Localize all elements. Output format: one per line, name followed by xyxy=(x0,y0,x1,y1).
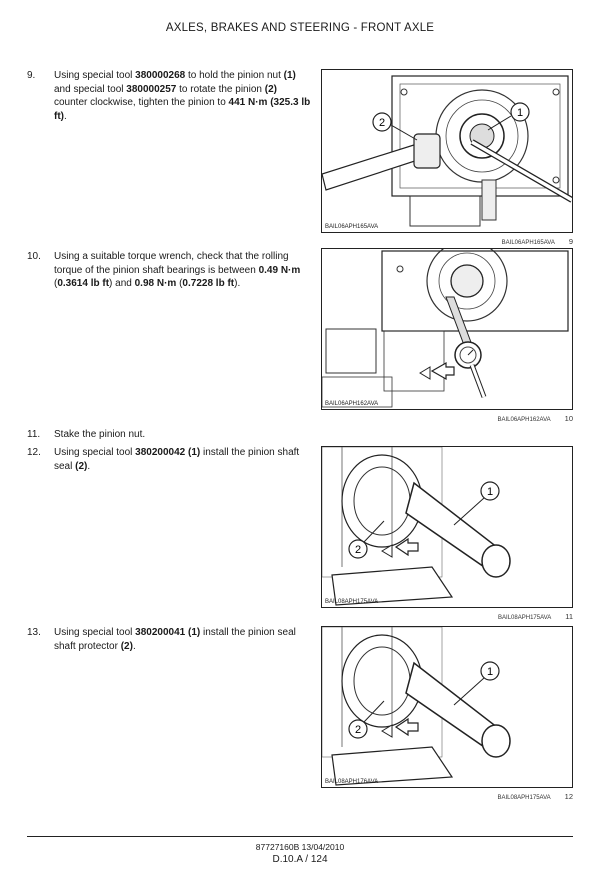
figure-number: 12 xyxy=(564,792,573,801)
caption-code: BAIL06APH162AVA xyxy=(497,417,551,423)
image-code: BAIL06APH165AVA xyxy=(325,224,379,230)
bold-value: 0.98 N·m xyxy=(134,278,177,289)
step-9 xyxy=(27,69,312,123)
text-run: ( xyxy=(54,278,58,289)
step-text xyxy=(54,626,312,653)
callout-2: 2 xyxy=(378,117,386,129)
step-12 xyxy=(27,446,312,473)
text-run: install the pinion seal shaft protector xyxy=(54,627,296,652)
callout-2: 2 xyxy=(354,544,362,556)
bold-value: 380200042 xyxy=(135,447,186,458)
figure-12 xyxy=(321,626,573,801)
bold-value: 380000257 xyxy=(126,83,177,95)
caption-code: BAIL08APH175AVA xyxy=(497,795,551,801)
text-run: and special tool xyxy=(54,83,127,95)
bold-value: 0.49 N·m xyxy=(258,264,301,276)
seal-protector-install-illustration xyxy=(322,627,572,787)
footer-page-number: D.10.A / 124 xyxy=(272,854,328,865)
bold-value: (1) xyxy=(188,447,201,458)
step-number: 13. xyxy=(27,627,41,638)
figure-image xyxy=(321,446,573,608)
text-run: ( xyxy=(176,278,183,289)
text-run: to hold the pinion nut xyxy=(185,70,284,81)
page-title: AXLES, BRAKES AND STEERING - FRONT AXLE xyxy=(165,22,435,34)
step-text xyxy=(54,69,312,123)
pinion-seal-install-illustration xyxy=(322,447,572,607)
step-13 xyxy=(27,626,312,653)
text-run: Stake the pinion nut. xyxy=(54,429,146,440)
text-run: ). xyxy=(234,278,241,289)
bold-value: 0.3614 lb ft xyxy=(57,278,110,289)
bold-value: 380000268 xyxy=(135,70,186,81)
text-run: ) and xyxy=(109,278,135,289)
callout-1: 1 xyxy=(516,107,524,119)
text-run: . xyxy=(87,460,91,472)
step-11 xyxy=(27,428,312,442)
figure-image xyxy=(321,248,573,410)
text-run: to rotate the pinion xyxy=(176,83,265,95)
caption-code: BAIL08APH175AVA xyxy=(498,615,552,621)
figure-image xyxy=(321,69,573,233)
bold-value: (1) xyxy=(188,627,201,638)
figure-number: 11 xyxy=(565,612,573,621)
text-run: Using a suitable torque wrench, check that the rolling torque of the pinion shaft bearings is between xyxy=(54,251,289,276)
figure-caption xyxy=(321,792,573,801)
step-text xyxy=(54,428,312,442)
text-run: install the pinion shaft seal xyxy=(54,447,300,472)
step-number: 10. xyxy=(27,251,41,262)
figure-caption xyxy=(321,414,573,423)
figure-number: 10 xyxy=(564,414,573,423)
callout-1: 1 xyxy=(486,666,494,678)
text-run: counter clockwise, tighten the pinion to xyxy=(54,97,229,108)
step-number: 11. xyxy=(27,429,41,440)
step-10 xyxy=(27,250,312,291)
image-code: BAIL08APH176AVA xyxy=(325,779,379,785)
bold-value: 380200041 xyxy=(135,627,186,638)
footer-divider xyxy=(27,836,573,837)
text-run: Using special tool xyxy=(54,447,136,458)
bold-value: 441 N·m (325.3 lb ft) xyxy=(54,97,311,122)
text-run: Using special tool xyxy=(54,70,136,81)
bold-value: (2) xyxy=(264,83,277,95)
step-number: 9. xyxy=(27,70,36,81)
image-code: BAIL08APH175AVA xyxy=(325,599,379,605)
bold-value: (1) xyxy=(283,70,296,81)
image-code: BAIL06APH162AVA xyxy=(325,401,379,407)
figure-11 xyxy=(321,446,573,621)
callout-2: 2 xyxy=(354,724,362,736)
footer-doc-id: 87727160B 13/04/2010 xyxy=(255,842,345,852)
text-run: Using special tool xyxy=(54,627,136,638)
step-number: 12. xyxy=(27,447,41,458)
step-text xyxy=(54,446,312,473)
text-run: . xyxy=(132,640,136,652)
bold-value: (2) xyxy=(120,640,133,652)
torque-wrench-illustration xyxy=(322,249,572,409)
caption-code: BAIL06APH165AVA xyxy=(501,240,555,246)
pinion-nut-tool-illustration xyxy=(322,70,572,232)
bold-value: 0.7228 lb ft xyxy=(182,278,235,289)
figure-10 xyxy=(321,248,573,423)
step-text xyxy=(54,250,312,291)
figure-caption xyxy=(321,237,573,246)
callout-1: 1 xyxy=(486,486,494,498)
figure-9 xyxy=(321,69,573,246)
figure-number: 9 xyxy=(568,237,573,246)
text-run: . xyxy=(64,110,67,122)
figure-caption xyxy=(321,612,573,621)
figure-image xyxy=(321,626,573,788)
bold-value: (2) xyxy=(75,460,88,472)
